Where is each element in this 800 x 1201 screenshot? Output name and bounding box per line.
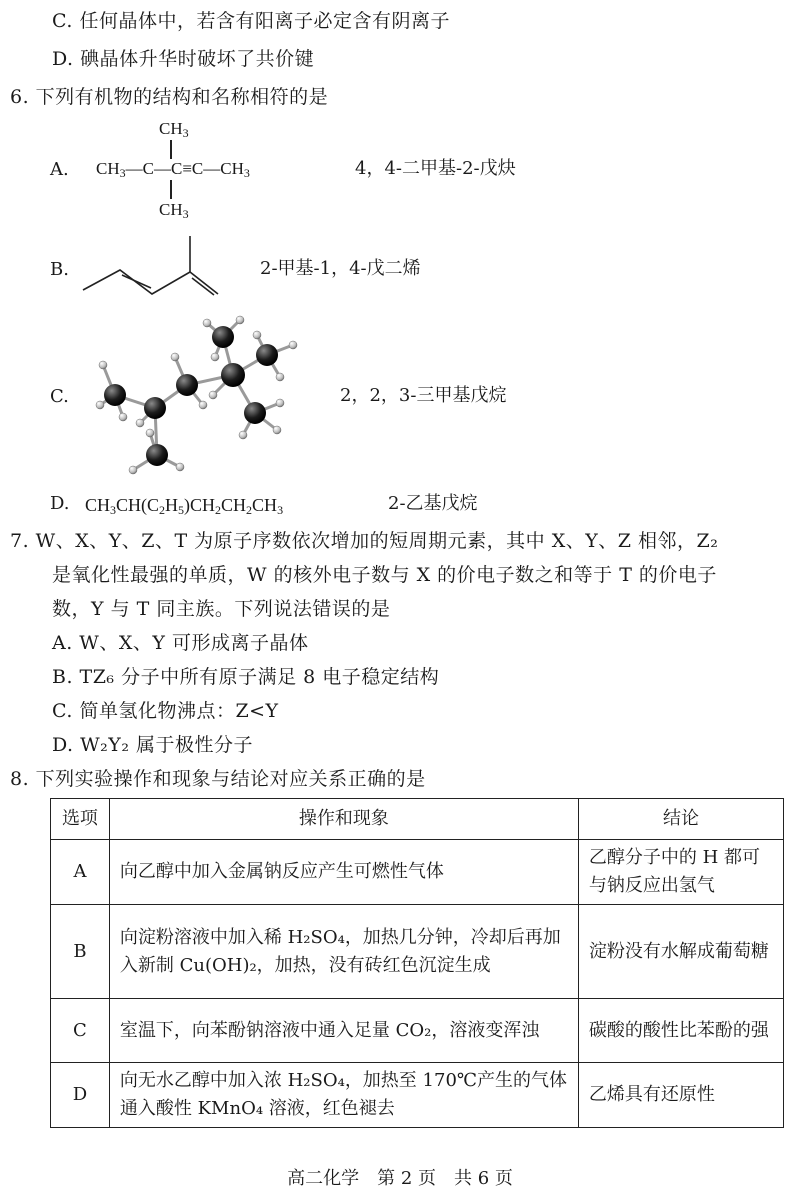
- q6-d-name: 2-乙基戊烷: [388, 493, 478, 514]
- q6-d-label: D.: [50, 493, 70, 514]
- q7-stem-line-2: 是氧化性最强的单质，W 的核外电子数与 X 的价电子数之和等于 T 的价电子: [52, 564, 717, 586]
- methyl-bottom: $CH_3$: [159, 200, 189, 221]
- q6-d-formula: $CH_3CH(C_2H_5)CH_2CH_2CH_3$: [85, 495, 284, 517]
- row-option: C: [51, 999, 110, 1063]
- row-operation: 向淀粉溶液中加入稀 H₂SO₄，加热几分钟，冷却后再加入新制 Cu(OH)₂，加热，没有砖红色沉淀生成: [109, 905, 578, 999]
- table-row: [51, 840, 784, 905]
- q6-a-label: A.: [50, 159, 69, 180]
- bond-vertical-top: [170, 140, 172, 159]
- table-row: [51, 905, 784, 999]
- q7-option-c: C. 简单氢化物沸点：Z<Y: [52, 700, 279, 722]
- q6-b-name: 2-甲基-1，4-戊二烯: [260, 258, 421, 279]
- q7-option-d: D. W₂Y₂ 属于极性分子: [52, 734, 253, 756]
- q6-stem: 6. 下列有机物的结构和名称相符的是: [10, 86, 329, 108]
- row-conclusion: 乙醇分子中的 H 都可与钠反应出氢气: [578, 840, 783, 905]
- q7-option-a: A. W、X、Y 可形成离子晶体: [52, 632, 309, 654]
- row-option: B: [51, 905, 110, 999]
- q7-stem-line-1: 7. W、X、Y、Z、T 为原子序数依次增加的短周期元素，其中 X、Y、Z 相邻，Z₂: [10, 530, 719, 552]
- row-operation: 向乙醇中加入金属钠反应产生可燃性气体: [109, 840, 578, 905]
- q6-b-skeletal: [80, 232, 230, 302]
- q6-b-label: B.: [50, 259, 69, 280]
- header-option: 选项: [51, 799, 110, 840]
- header-conclusion: 结论: [578, 799, 783, 840]
- q6-c-ball-stick-model: [95, 305, 310, 483]
- q6-c-name: 2，2，3-三甲基戊烷: [340, 385, 507, 406]
- bond-vertical-bottom: [170, 180, 172, 199]
- row-operation: 向无水乙醇中加入浓 H₂SO₄，加热至 170℃产生的气体通入酸性 KMnO₄ 溶液，红色褪去: [109, 1063, 578, 1128]
- row-conclusion: 乙烯具有还原性: [578, 1063, 783, 1128]
- q7-option-b: B. TZ₆ 分子中所有原子满足 8 电子稳定结构: [52, 666, 440, 688]
- table-row: [51, 999, 784, 1063]
- main-chain: $CH_3—C—C\equiv C—CH_3$: [96, 159, 250, 180]
- page-footer: 高二化学 第 2 页 共 6 页: [287, 1168, 513, 1189]
- q7-stem-line-3: 数，Y 与 T 同主族。下列说法错误的是: [52, 598, 391, 620]
- header-operation: 操作和现象: [109, 799, 578, 840]
- table-header-row: [51, 799, 784, 840]
- methyl-top: $CH_3$: [159, 119, 189, 140]
- option-d-previous: D. 碘晶体升华时破坏了共价键: [52, 48, 315, 70]
- q6-c-label: C.: [50, 386, 69, 407]
- row-conclusion: 淀粉没有水解成葡萄糖: [578, 905, 783, 999]
- row-option: A: [51, 840, 110, 905]
- row-option: D: [51, 1063, 110, 1128]
- row-conclusion: 碳酸的酸性比苯酚的强: [578, 999, 783, 1063]
- q8-stem: 8. 下列实验操作和现象与结论对应关系正确的是: [10, 768, 426, 790]
- row-operation: 室温下，向苯酚钠溶液中通入足量 CO₂，溶液变浑浊: [109, 999, 578, 1063]
- option-c-previous: C. 任何晶体中，若含有阳离子必定含有阴离子: [52, 10, 450, 32]
- table-row: [51, 1063, 784, 1128]
- q8-experiment-table: [50, 798, 784, 1128]
- q6-a-name: 4，4-二甲基-2-戊炔: [355, 158, 516, 179]
